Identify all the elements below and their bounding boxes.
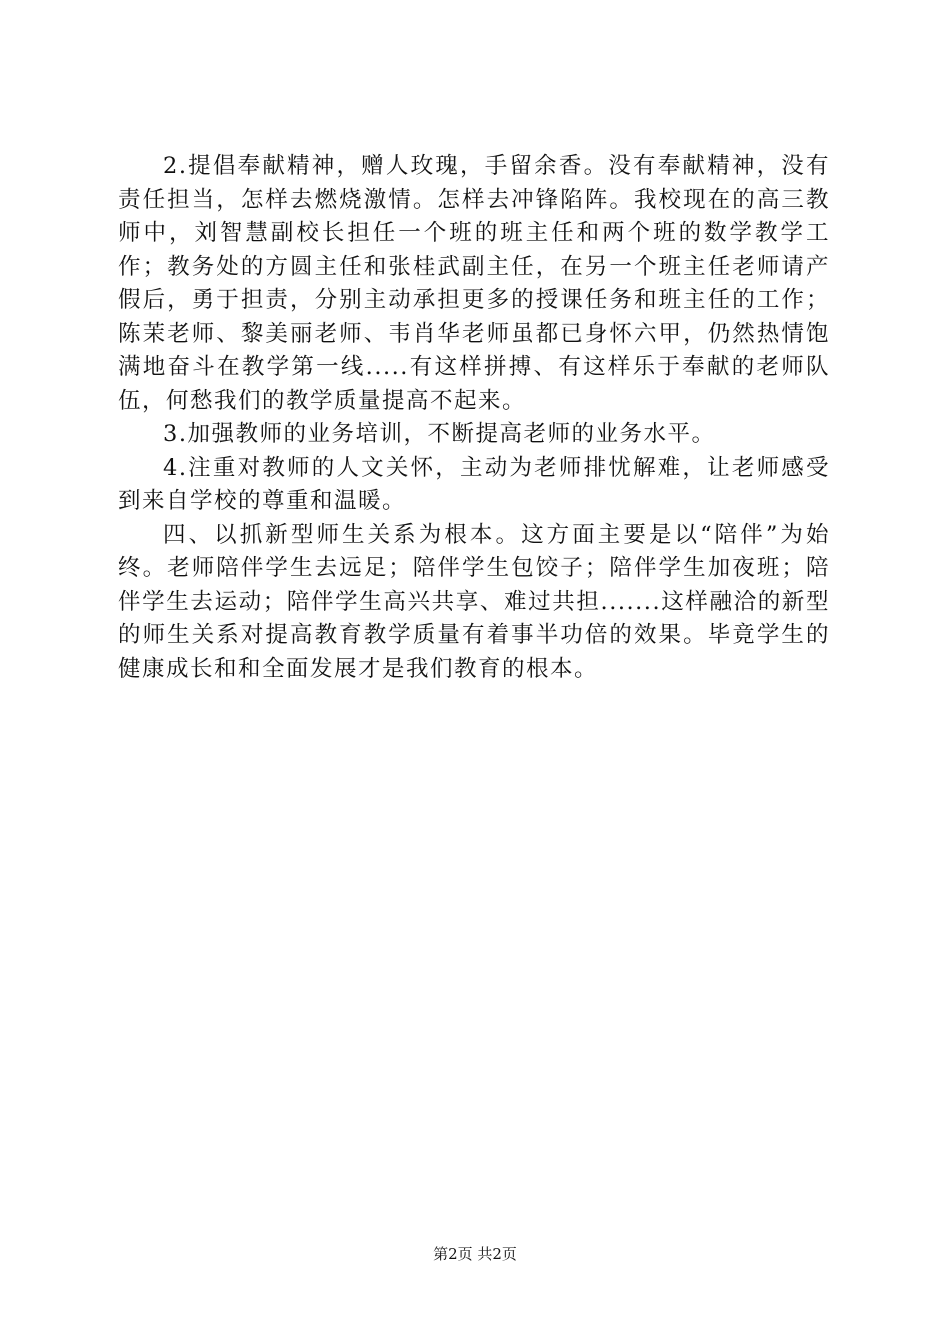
document-body bbox=[118, 150, 830, 686]
paragraph-relationship: 四、以抓新型师生关系为根本。这方面主要是以“陪伴”为始终。老师陪伴学生去远足；陪伴学生包饺子；陪伴学生加夜班；陪伴学生去运动；陪伴学生高兴共享、难过共担.......这样融洽的新型的师生关系对提高教育教学质量有着事半功倍的效果。毕竟学生的健康成长和和全面发展才是我们教育的根本。 bbox=[118, 521, 830, 682]
page-number-footer: 第2页 共2页 bbox=[433, 1245, 517, 1263]
paragraph-care: 4.注重对教师的人文关怀，主动为老师排忧解难，让老师感受到来自学校的尊重和温暖。 bbox=[118, 454, 830, 514]
paragraph-dedication: 2.提倡奉献精神，赠人玫瑰，手留余香。没有奉献精神，没有责任担当，怎样去燃烧激情。怎样去冲锋陷阵。我校现在的高三教师中，刘智慧副校长担任一个班的班主任和两个班的数学教学工作；教务处的方圆主任和张桂武副主任，在另一个班主任老师请产假后，勇于担责，分别主动承担更多的授课任务和班主任的工作；陈茉老师、黎美丽老师、韦肖华老师虽都已身怀六甲，仍然热情饱满地奋斗在教学第一线.....有这样拼搏、有这样乐于奉献的老师队伍，何愁我们的教学质量提高不起来。 bbox=[118, 153, 830, 414]
paragraph-training: 3.加强教师的业务培训，不断提高老师的业务水平。 bbox=[163, 421, 716, 447]
